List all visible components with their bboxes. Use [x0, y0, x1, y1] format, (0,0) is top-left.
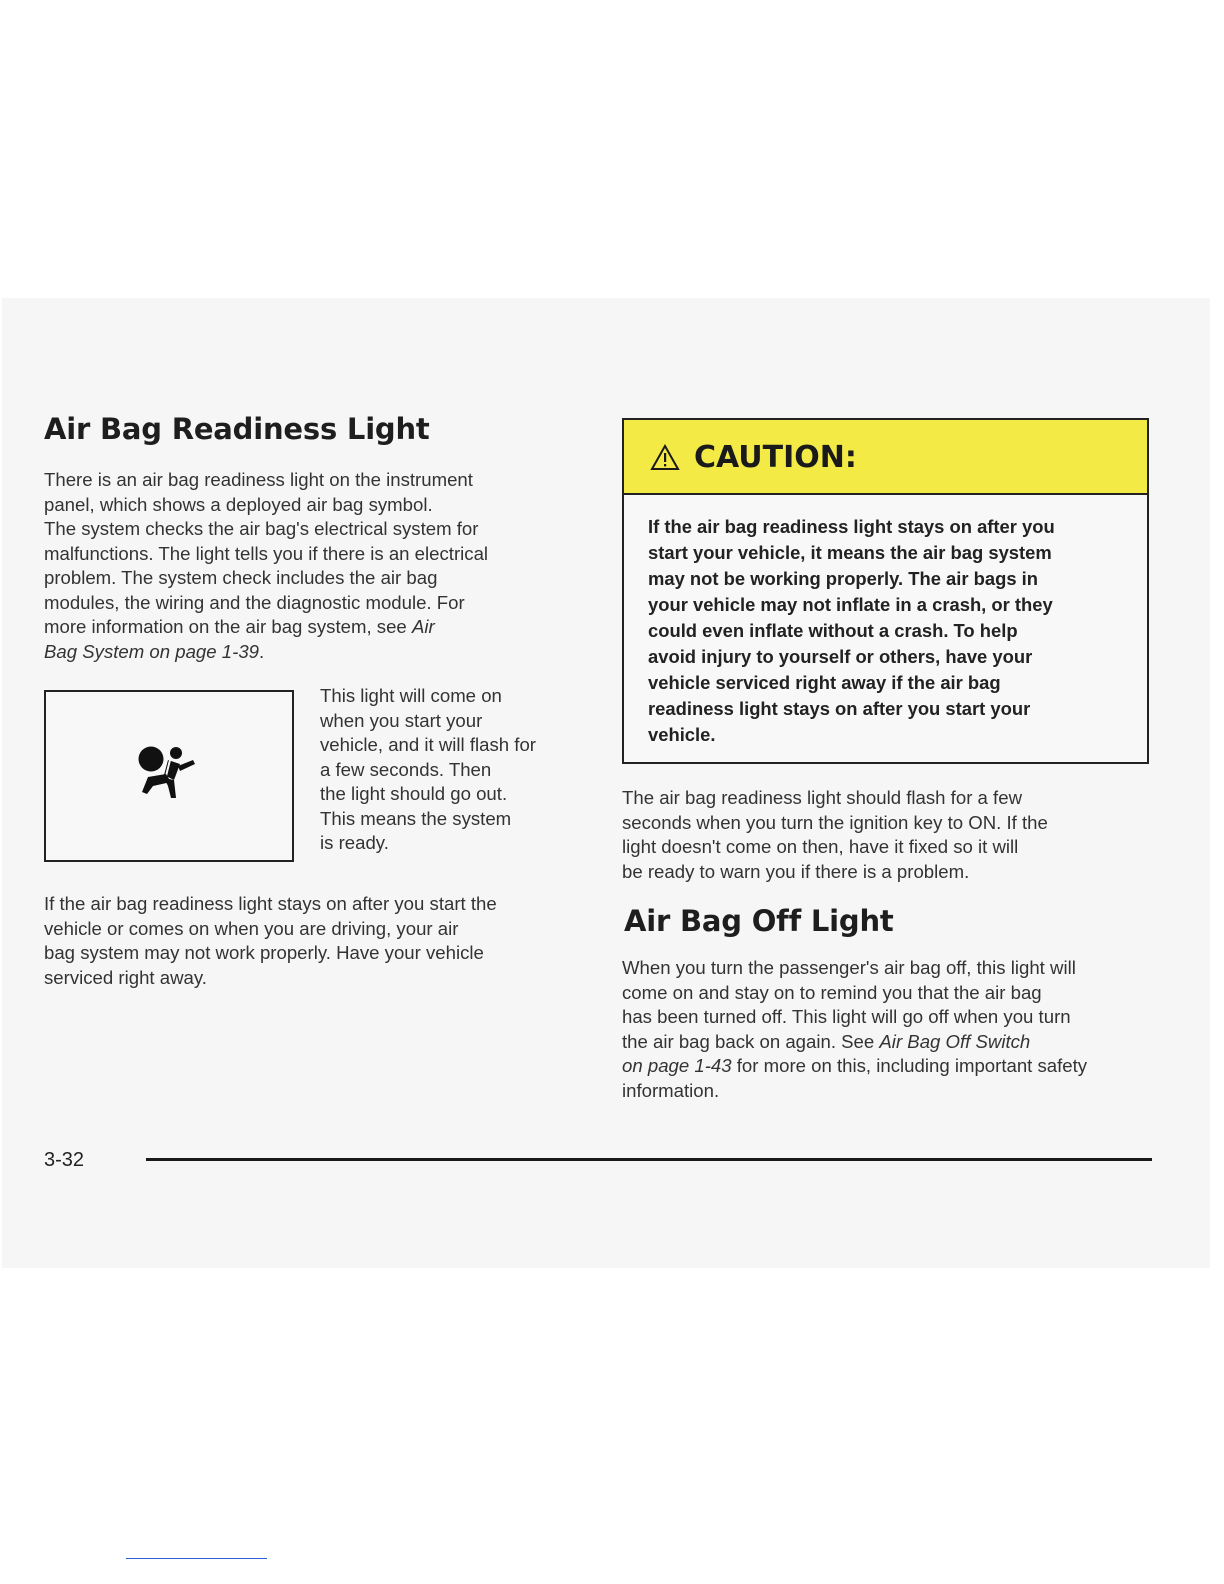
icon-text-line: vehicle, and it will flash for — [320, 734, 536, 755]
footer-divider — [146, 1158, 1152, 1161]
icon-text-line: This means the system — [320, 807, 512, 829]
caution-line: avoid injury to yourself or others, have your — [648, 646, 1033, 667]
paragraph-line: the air bag back on again. See — [622, 1030, 875, 1052]
intro-line: modules, the wiring and the diagnostic module. For — [44, 591, 465, 613]
page-number: 3-32 — [44, 1149, 85, 1171]
icon-text-line: This light will come on — [320, 685, 502, 706]
paragraph-line: When you turn the passenger's air bag off, this light will — [622, 957, 1076, 978]
paragraph-line: The air bag readiness light should flash for a few — [622, 787, 1022, 808]
icon-text-line: the light should go out. — [320, 783, 508, 804]
paragraph-line: for more on this, including important safety — [731, 1055, 1088, 1076]
caution-title: CAUTION: — [694, 440, 857, 475]
icon-description — [320, 684, 592, 856]
icon-text-line: is ready. — [320, 832, 389, 853]
intro-paragraph — [44, 468, 584, 664]
manual-page — [2, 298, 1210, 1268]
paragraph-line: information. — [622, 1079, 720, 1101]
intro-line: problem. The system check includes the air bag — [44, 567, 438, 588]
air-bag-readiness-icon — [138, 742, 204, 808]
caution-line: could even inflate without a crash. To help — [648, 620, 1018, 641]
paragraph-line: serviced right away. — [44, 966, 207, 988]
caution-line: vehicle serviced right away if the air bag — [648, 672, 1001, 693]
caution-text — [648, 514, 1128, 748]
cross-reference-air-bag-system[interactable]: Bag System on page 1-39 — [44, 640, 259, 662]
air-bag-light-illustration — [44, 690, 294, 862]
paragraph-line: light doesn't come on then, have it fixed so it will — [622, 836, 1019, 857]
section-heading-air-bag-readiness-light: Air Bag Readiness Light — [44, 412, 430, 446]
paragraph-line: vehicle or comes on when you are driving, your air — [44, 917, 459, 939]
intro-end-punct: . — [259, 640, 265, 662]
paragraph-line: bag system may not work properly. Have your vehicle — [44, 942, 484, 963]
caution-line: If the air bag readiness light stays on after you — [648, 516, 1055, 537]
intro-line: malfunctions. The light tells you if there is an electrical — [44, 542, 489, 564]
intro-line: panel, which shows a deployed air bag symbol. — [44, 493, 433, 515]
intro-line: The system checks the air bag's electrical system for — [44, 518, 479, 539]
caution-header — [624, 420, 1147, 495]
intro-line: There is an air bag readiness light on the instrument — [44, 469, 473, 490]
paragraph-line: has been turned off. This light will go off when you turn — [622, 1006, 1071, 1027]
warning-triangle-icon — [650, 444, 680, 471]
cross-reference-air-bag-off-switch[interactable]: on page 1-43 — [622, 1055, 732, 1076]
caution-line: your vehicle may not inflate in a crash, or they — [648, 594, 1053, 615]
caution-line: vehicle. — [648, 724, 716, 745]
icon-text-line: when you start your — [320, 709, 483, 731]
stays-on-paragraph — [44, 892, 584, 990]
paragraph-line: be ready to warn you if there is a problem. — [622, 860, 970, 882]
caution-line: start your vehicle, it means the air bag system — [648, 542, 1052, 563]
paragraph-line: seconds when you turn the ignition key to ON. If the — [622, 811, 1048, 833]
cross-reference-air-bag-system[interactable]: Air — [411, 616, 435, 637]
off-light-paragraph — [622, 956, 1162, 1103]
section-heading-air-bag-off-light: Air Bag Off Light — [624, 904, 894, 938]
caution-line: readiness light stays on after you start your — [648, 698, 1031, 719]
paragraph-line: come on and stay on to remind you that the air bag — [622, 981, 1042, 1003]
flash-paragraph — [622, 786, 1142, 884]
cross-reference-air-bag-off-switch[interactable]: Air Bag Off Switch — [879, 1030, 1031, 1052]
caution-line: may not be working properly. The air bags in — [648, 568, 1039, 589]
intro-line: more information on the air bag system, see — [44, 616, 407, 637]
icon-text-line: a few seconds. Then — [320, 758, 492, 780]
link-underline — [126, 1558, 267, 1559]
paragraph-line: If the air bag readiness light stays on after you start the — [44, 893, 497, 914]
caution-box — [622, 418, 1149, 764]
